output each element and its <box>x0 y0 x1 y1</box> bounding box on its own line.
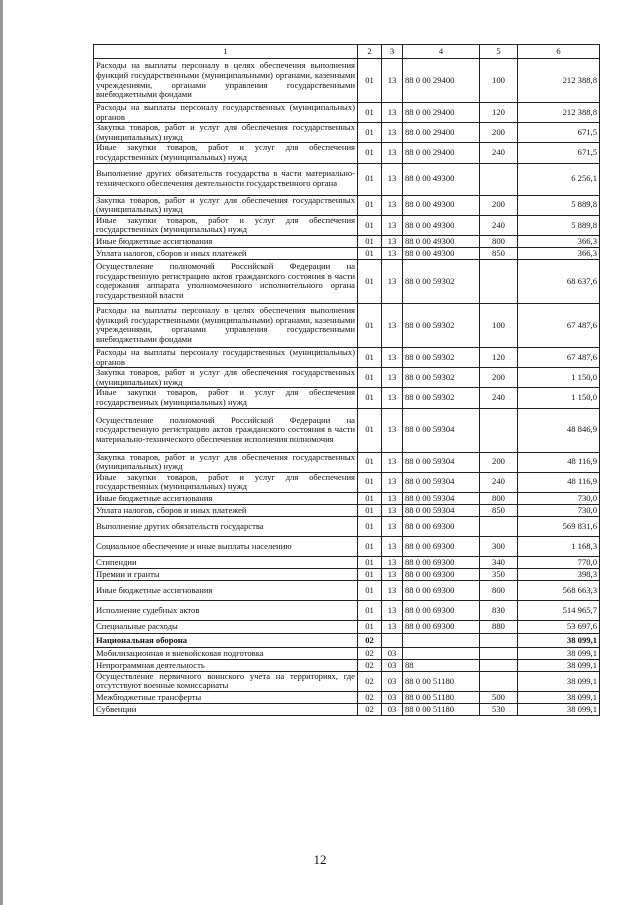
cell-amount: 5 889,8 <box>518 195 600 215</box>
table-row <box>94 259 600 303</box>
cell-subsection: 13 <box>382 580 403 600</box>
cell-amount: 212 388,8 <box>518 103 600 123</box>
cell-section: 01 <box>358 472 382 492</box>
cell-name: Расходы на выплаты персоналу в целях обеспечения выполнения функций государственными (муниципальными) органами, казенными учреждениями, органами управления государственными внебюджетными фондами <box>94 59 358 103</box>
cell-expense-type: 240 <box>480 388 518 408</box>
table-row <box>94 620 600 633</box>
cell-amount: 48 116,9 <box>518 472 600 492</box>
cell-name: Иные закупки товаров, работ и услуг для обеспечения государственных (муниципальных) нужд <box>94 388 358 408</box>
table-row <box>94 671 600 691</box>
cell-name: Осуществление первичного воинского учета на территориях, где отсутствуют военные комиссариаты <box>94 671 358 691</box>
cell-subsection: 03 <box>382 704 403 716</box>
cell-target-article: 88 0 00 69300 <box>403 580 480 600</box>
cell-target-article: 88 0 00 29400 <box>403 143 480 163</box>
cell-subsection: 13 <box>382 408 403 452</box>
cell-amount: 68 637,6 <box>518 259 600 303</box>
cell-expense-type: 200 <box>480 195 518 215</box>
cell-expense-type: 200 <box>480 452 518 472</box>
cell-name: Иные закупки товаров, работ и услуг для обеспечения государственных (муниципальных) нужд <box>94 215 358 235</box>
cell-section: 01 <box>358 492 382 504</box>
table-row <box>94 195 600 215</box>
cell-expense-type: 240 <box>480 143 518 163</box>
cell-expense-type: 300 <box>480 536 518 556</box>
cell-section: 02 <box>358 692 382 704</box>
table-row <box>94 692 600 704</box>
table-row <box>94 123 600 143</box>
cell-name: Уплата налогов, сборов и иных платежей <box>94 504 358 516</box>
cell-target-article: 88 0 00 49300 <box>403 247 480 259</box>
table-row <box>94 472 600 492</box>
cell-subsection: 13 <box>382 215 403 235</box>
cell-subsection: 13 <box>382 556 403 568</box>
cell-expense-type: 800 <box>480 235 518 247</box>
cell-amount: 730,0 <box>518 492 600 504</box>
cell-amount: 671,5 <box>518 143 600 163</box>
table-row <box>94 347 600 367</box>
cell-target-article: 88 0 00 59304 <box>403 492 480 504</box>
cell-target-article: 88 0 00 51180 <box>403 671 480 691</box>
cell-subsection: 13 <box>382 388 403 408</box>
cell-expense-type <box>480 259 518 303</box>
cell-target-article: 88 0 00 49300 <box>403 195 480 215</box>
cell-expense-type: 850 <box>480 247 518 259</box>
cell-subsection: 13 <box>382 536 403 556</box>
cell-expense-type: 240 <box>480 472 518 492</box>
cell-target-article: 88 0 00 51180 <box>403 704 480 716</box>
cell-section: 02 <box>358 659 382 671</box>
cell-name: Расходы на выплаты персоналу государственных (муниципальных) органов <box>94 103 358 123</box>
cell-expense-type: 350 <box>480 568 518 580</box>
cell-subsection: 13 <box>382 59 403 103</box>
cell-section: 01 <box>358 247 382 259</box>
cell-target-article: 88 0 00 59302 <box>403 259 480 303</box>
table-row <box>94 633 600 647</box>
cell-amount: 366,3 <box>518 235 600 247</box>
cell-name: Премии и гранты <box>94 568 358 580</box>
budget-table <box>93 44 600 716</box>
table-row <box>94 235 600 247</box>
cell-subsection: 13 <box>382 103 403 123</box>
cell-target-article: 88 0 00 29400 <box>403 123 480 143</box>
cell-section: 01 <box>358 259 382 303</box>
table-row <box>94 368 600 388</box>
cell-expense-type <box>480 516 518 536</box>
cell-name: Выполнение других обязательств государства в части материально-технического обеспечения деятельности государственного органа <box>94 163 358 195</box>
table-row <box>94 103 600 123</box>
cell-name: Закупка товаров, работ и услуг для обеспечения государственных (муниципальных) нужд <box>94 368 358 388</box>
table-row <box>94 303 600 347</box>
cell-name: Социальное обеспечение и иные выплаты населению <box>94 536 358 556</box>
cell-subsection <box>382 633 403 647</box>
cell-target-article: 88 0 00 29400 <box>403 103 480 123</box>
cell-name: Уплата налогов, сборов и иных платежей <box>94 247 358 259</box>
cell-name: Иные бюджетные ассигнования <box>94 492 358 504</box>
cell-target-article: 88 0 00 69300 <box>403 568 480 580</box>
cell-section: 02 <box>358 647 382 659</box>
cell-section: 02 <box>358 671 382 691</box>
cell-target-article: 88 0 00 51180 <box>403 692 480 704</box>
cell-name: Иные закупки товаров, работ и услуг для обеспечения государственных (муниципальных) нужд <box>94 143 358 163</box>
cell-section: 01 <box>358 504 382 516</box>
cell-amount: 212 388,8 <box>518 59 600 103</box>
cell-amount: 1 150,0 <box>518 388 600 408</box>
table-row <box>94 492 600 504</box>
cell-expense-type: 340 <box>480 556 518 568</box>
cell-amount: 398,3 <box>518 568 600 580</box>
table-row <box>94 408 600 452</box>
cell-subsection: 13 <box>382 472 403 492</box>
header-col-3: 3 <box>382 45 403 59</box>
cell-section: 01 <box>358 580 382 600</box>
cell-amount: 770,0 <box>518 556 600 568</box>
table-row <box>94 143 600 163</box>
cell-subsection: 03 <box>382 659 403 671</box>
cell-subsection: 13 <box>382 516 403 536</box>
cell-amount: 38 099,1 <box>518 659 600 671</box>
cell-amount: 38 099,1 <box>518 704 600 716</box>
cell-amount: 67 487,6 <box>518 347 600 367</box>
table-header-row <box>94 45 600 59</box>
table-row <box>94 580 600 600</box>
cell-subsection: 13 <box>382 504 403 516</box>
table-row <box>94 452 600 472</box>
cell-amount: 5 889,8 <box>518 215 600 235</box>
cell-section: 01 <box>358 408 382 452</box>
budget-table-body <box>94 45 600 716</box>
cell-subsection: 13 <box>382 247 403 259</box>
cell-name: Непрограммная деятельность <box>94 659 358 671</box>
cell-amount: 671,5 <box>518 123 600 143</box>
cell-section: 01 <box>358 368 382 388</box>
cell-section: 01 <box>358 556 382 568</box>
table-row <box>94 247 600 259</box>
header-col-2: 2 <box>358 45 382 59</box>
cell-target-article: 88 0 00 69300 <box>403 600 480 620</box>
cell-target-article: 88 0 00 69300 <box>403 516 480 536</box>
cell-target-article: 88 0 00 59302 <box>403 368 480 388</box>
table-row <box>94 704 600 716</box>
cell-subsection: 13 <box>382 492 403 504</box>
cell-name: Национальная оборона <box>94 633 358 647</box>
cell-amount: 48 116,9 <box>518 452 600 472</box>
cell-section: 01 <box>358 347 382 367</box>
cell-subsection: 13 <box>382 303 403 347</box>
cell-section: 01 <box>358 568 382 580</box>
cell-amount: 514 965,7 <box>518 600 600 620</box>
cell-target-article: 88 <box>403 659 480 671</box>
table-row <box>94 215 600 235</box>
cell-target-article: 88 0 00 49300 <box>403 215 480 235</box>
cell-name: Мобилизационная и вневойсковая подготовка <box>94 647 358 659</box>
cell-target-article: 88 0 00 49300 <box>403 235 480 247</box>
cell-name: Иные бюджетные ассигнования <box>94 580 358 600</box>
cell-target-article: 88 0 00 59304 <box>403 504 480 516</box>
cell-target-article: 88 0 00 59304 <box>403 472 480 492</box>
cell-expense-type: 200 <box>480 123 518 143</box>
cell-amount: 568 663,3 <box>518 580 600 600</box>
cell-name: Специальные расходы <box>94 620 358 633</box>
cell-subsection: 13 <box>382 452 403 472</box>
cell-subsection: 13 <box>382 195 403 215</box>
cell-target-article: 88 0 00 59304 <box>403 452 480 472</box>
cell-name: Выполнение других обязательств государства <box>94 516 358 536</box>
cell-section: 01 <box>358 516 382 536</box>
cell-subsection: 13 <box>382 123 403 143</box>
cell-subsection: 13 <box>382 568 403 580</box>
cell-amount: 366,3 <box>518 247 600 259</box>
cell-name: Закупка товаров, работ и услуг для обеспечения государственных (муниципальных) нужд <box>94 123 358 143</box>
table-row <box>94 504 600 516</box>
cell-section: 01 <box>358 620 382 633</box>
cell-section: 01 <box>358 303 382 347</box>
cell-expense-type: 100 <box>480 303 518 347</box>
cell-amount: 67 487,6 <box>518 303 600 347</box>
header-col-6: 6 <box>518 45 600 59</box>
cell-expense-type: 530 <box>480 704 518 716</box>
cell-target-article: 88 0 00 69300 <box>403 536 480 556</box>
cell-section: 02 <box>358 633 382 647</box>
cell-section: 01 <box>358 143 382 163</box>
cell-expense-type: 880 <box>480 620 518 633</box>
cell-target-article: 88 0 00 59302 <box>403 303 480 347</box>
cell-target-article <box>403 633 480 647</box>
header-col-4: 4 <box>403 45 480 59</box>
cell-expense-type: 200 <box>480 368 518 388</box>
cell-name: Осуществление полномочий Российской Федерации на государственную регистрацию актов гражданского состояния в части содержания аппарата уполномоченного исполнительного органа государственной власти <box>94 259 358 303</box>
cell-name: Исполнение судебных актов <box>94 600 358 620</box>
cell-expense-type <box>480 163 518 195</box>
cell-target-article <box>403 647 480 659</box>
cell-amount: 38 099,1 <box>518 671 600 691</box>
cell-name: Субвенции <box>94 704 358 716</box>
cell-expense-type: 800 <box>480 580 518 600</box>
cell-expense-type: 830 <box>480 600 518 620</box>
cell-name: Иные закупки товаров, работ и услуг для обеспечения государственных (муниципальных) нужд <box>94 472 358 492</box>
table-row <box>94 556 600 568</box>
cell-subsection: 13 <box>382 368 403 388</box>
table-row <box>94 388 600 408</box>
table-row <box>94 659 600 671</box>
cell-section: 01 <box>358 452 382 472</box>
cell-subsection: 03 <box>382 671 403 691</box>
cell-section: 02 <box>358 704 382 716</box>
cell-subsection: 03 <box>382 647 403 659</box>
cell-name: Иные бюджетные ассигнования <box>94 235 358 247</box>
cell-section: 01 <box>358 163 382 195</box>
cell-name: Расходы на выплаты персоналу в целях обеспечения выполнения функций государственными (муниципальными) органами, казенными учреждениями, органами управления государственными внебюджетными фондами <box>94 303 358 347</box>
cell-amount: 730,0 <box>518 504 600 516</box>
cell-name: Закупка товаров, работ и услуг для обеспечения государственных (муниципальных) нужд <box>94 452 358 472</box>
cell-target-article: 88 0 00 59304 <box>403 408 480 452</box>
header-col-1: 1 <box>94 45 358 59</box>
cell-subsection: 13 <box>382 143 403 163</box>
cell-expense-type: 800 <box>480 492 518 504</box>
cell-section: 01 <box>358 195 382 215</box>
table-row <box>94 516 600 536</box>
table-row <box>94 59 600 103</box>
cell-expense-type: 240 <box>480 215 518 235</box>
cell-amount: 38 099,1 <box>518 647 600 659</box>
cell-section: 01 <box>358 536 382 556</box>
cell-subsection: 13 <box>382 163 403 195</box>
table-row <box>94 600 600 620</box>
cell-section: 01 <box>358 600 382 620</box>
cell-subsection: 13 <box>382 235 403 247</box>
header-col-5: 5 <box>480 45 518 59</box>
cell-subsection: 13 <box>382 600 403 620</box>
cell-section: 01 <box>358 388 382 408</box>
table-row <box>94 163 600 195</box>
cell-expense-type: 120 <box>480 103 518 123</box>
cell-subsection: 03 <box>382 692 403 704</box>
cell-amount: 53 697,6 <box>518 620 600 633</box>
cell-expense-type <box>480 671 518 691</box>
cell-name: Межбюджетные трансферты <box>94 692 358 704</box>
page-number: 12 <box>313 852 327 867</box>
cell-expense-type: 850 <box>480 504 518 516</box>
cell-section: 01 <box>358 59 382 103</box>
cell-amount: 48 846,9 <box>518 408 600 452</box>
cell-expense-type: 120 <box>480 347 518 367</box>
cell-target-article: 88 0 00 69300 <box>403 556 480 568</box>
cell-subsection: 13 <box>382 347 403 367</box>
table-row <box>94 568 600 580</box>
cell-expense-type <box>480 408 518 452</box>
cell-target-article: 88 0 00 49300 <box>403 163 480 195</box>
cell-subsection: 13 <box>382 259 403 303</box>
cell-expense-type <box>480 633 518 647</box>
cell-target-article: 88 0 00 59302 <box>403 388 480 408</box>
cell-name: Расходы на выплаты персоналу государственных (муниципальных) органов <box>94 347 358 367</box>
table-row <box>94 647 600 659</box>
cell-section: 01 <box>358 235 382 247</box>
scan-edge <box>0 0 3 905</box>
cell-amount: 1 150,0 <box>518 368 600 388</box>
cell-amount: 38 099,1 <box>518 633 600 647</box>
cell-subsection: 13 <box>382 620 403 633</box>
cell-amount: 1 168,3 <box>518 536 600 556</box>
cell-amount: 569 831,6 <box>518 516 600 536</box>
cell-amount: 38 099,1 <box>518 692 600 704</box>
cell-target-article: 88 0 00 59302 <box>403 347 480 367</box>
table-row <box>94 536 600 556</box>
cell-name: Осуществление полномочий Российской Федерации на государственную регистрацию актов гражданского состояния в части материально-технического обеспечения исполнения полномочия <box>94 408 358 452</box>
cell-name: Стипендии <box>94 556 358 568</box>
cell-expense-type <box>480 659 518 671</box>
cell-target-article: 88 0 00 29400 <box>403 59 480 103</box>
cell-section: 01 <box>358 103 382 123</box>
cell-expense-type: 500 <box>480 692 518 704</box>
cell-section: 01 <box>358 123 382 143</box>
cell-section: 01 <box>358 215 382 235</box>
cell-expense-type: 100 <box>480 59 518 103</box>
cell-name: Закупка товаров, работ и услуг для обеспечения государственных (муниципальных) нужд <box>94 195 358 215</box>
cell-amount: 6 256,1 <box>518 163 600 195</box>
cell-expense-type <box>480 647 518 659</box>
cell-target-article: 88 0 00 69300 <box>403 620 480 633</box>
